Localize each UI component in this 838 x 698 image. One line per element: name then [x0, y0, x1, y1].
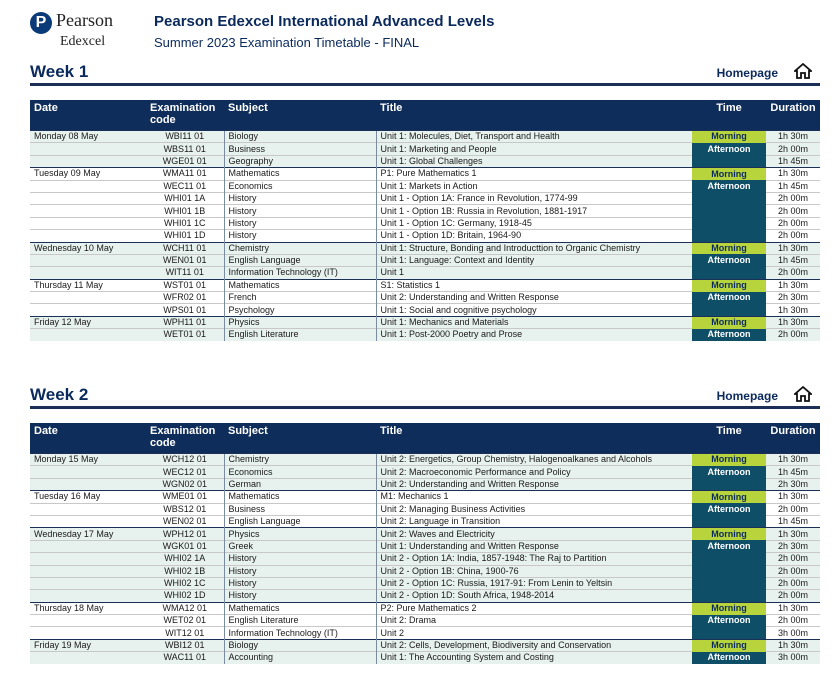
exam-duration: 1h 30m: [766, 454, 820, 466]
exam-date-empty: [30, 503, 146, 515]
table-row: [30, 627, 820, 639]
exam-duration: 2h 00m: [766, 329, 820, 341]
exam-date-empty: [30, 217, 146, 229]
table-row: [30, 491, 820, 503]
exam-duration: 1h 45m: [766, 515, 820, 527]
exam-duration: 1h 30m: [766, 168, 820, 180]
exam-date-empty: [30, 466, 146, 478]
table-row: [30, 454, 820, 466]
exam-subject: Psychology: [224, 304, 376, 316]
exam-date: Wednesday 17 May: [30, 528, 146, 540]
exam-subject: Physics: [224, 316, 376, 328]
timetable: [30, 423, 820, 664]
exam-date-empty: [30, 292, 146, 304]
exam-subject: German: [224, 478, 376, 490]
table-row: [30, 329, 820, 341]
exam-title: Unit 2: Understanding and Written Response: [376, 292, 692, 304]
exam-subject: History: [224, 230, 376, 242]
exam-code: WPS01 01: [146, 304, 224, 316]
week-header-bar: [30, 383, 820, 409]
exam-code: WHI02 1B: [146, 565, 224, 577]
exam-date: Tuesday 09 May: [30, 168, 146, 180]
exam-date-empty: [30, 254, 146, 266]
exam-subject: History: [224, 553, 376, 565]
exam-subject: Information Technology (IT): [224, 267, 376, 279]
exam-date-empty: [30, 230, 146, 242]
exam-code: WHI02 1D: [146, 590, 224, 602]
exam-title: Unit 1 - Option 1A: France in Revolution, 1774-99: [376, 192, 692, 204]
table-row: [30, 652, 820, 664]
pearson-logo: [30, 10, 140, 54]
exam-duration: 1h 30m: [766, 639, 820, 651]
exam-title: Unit 2 - Option 1C: Russia, 1917-91: From Lenin to Yeltsin: [376, 577, 692, 589]
exam-title: Unit 2: Energetics, Group Chemistry, Halogenoalkanes and Alcohols: [376, 454, 692, 466]
exam-subject: English Literature: [224, 615, 376, 627]
exam-date-empty: [30, 615, 146, 627]
exam-duration: 3h 00m: [766, 627, 820, 639]
exam-subject: English Language: [224, 515, 376, 527]
exam-code: WFR02 01: [146, 292, 224, 304]
exam-subject: History: [224, 565, 376, 577]
exam-title: Unit 1: Post-2000 Poetry and Prose: [376, 329, 692, 341]
exam-code: WPH11 01: [146, 316, 224, 328]
col-duration-header: Duration: [766, 100, 820, 131]
col-title-header: Title: [376, 423, 692, 454]
exam-date-empty: [30, 515, 146, 527]
session-time: [692, 515, 766, 527]
exam-duration: 2h 00m: [766, 503, 820, 515]
exam-code: WEC12 01: [146, 466, 224, 478]
exam-code: WBI11 01: [146, 131, 224, 143]
week-1-section: [30, 60, 820, 341]
table-row: [30, 267, 820, 279]
week-2-section: [30, 383, 820, 664]
exam-date: Tuesday 16 May: [30, 491, 146, 503]
session-time: Afternoon: [692, 292, 766, 304]
session-time: [692, 478, 766, 490]
session-time: [692, 304, 766, 316]
pearson-p-icon: P: [30, 12, 52, 34]
exam-subject: Mathematics: [224, 279, 376, 291]
session-time: Morning: [692, 131, 766, 143]
exam-duration: 1h 45m: [766, 466, 820, 478]
table-row: [30, 577, 820, 589]
exam-code: WEC11 01: [146, 180, 224, 192]
exam-subject: Geography: [224, 155, 376, 167]
exam-title: Unit 1: [376, 267, 692, 279]
table-row: [30, 205, 820, 217]
exam-date-empty: [30, 627, 146, 639]
exam-date-empty: [30, 329, 146, 341]
table-row: [30, 602, 820, 614]
home-icon[interactable]: [794, 386, 812, 402]
exam-subject: Business: [224, 143, 376, 155]
exam-duration: 3h 00m: [766, 652, 820, 664]
exam-subject: English Literature: [224, 329, 376, 341]
session-time: Morning: [692, 316, 766, 328]
exam-duration: 1h 30m: [766, 131, 820, 143]
table-row: [30, 254, 820, 266]
session-time: Morning: [692, 491, 766, 503]
exam-date: Friday 12 May: [30, 316, 146, 328]
exam-code: WGN02 01: [146, 478, 224, 490]
col-date-header: Date: [30, 100, 146, 131]
exam-subject: History: [224, 217, 376, 229]
exam-code: WBI12 01: [146, 639, 224, 651]
exam-code: WME01 01: [146, 491, 224, 503]
col-code-header: Examination code: [146, 423, 224, 454]
table-row: [30, 528, 820, 540]
exam-duration: 2h 00m: [766, 577, 820, 589]
exam-code: WHI01 1B: [146, 205, 224, 217]
exam-subject: Chemistry: [224, 242, 376, 254]
exam-date-empty: [30, 652, 146, 664]
col-code-header: Examination code: [146, 100, 224, 131]
header-row: [30, 423, 820, 454]
session-time: [692, 230, 766, 242]
session-time: [692, 155, 766, 167]
exam-date-empty: [30, 304, 146, 316]
exam-title: Unit 1: Marketing and People: [376, 143, 692, 155]
exam-title: Unit 2 - Option 1B: China, 1900-76: [376, 565, 692, 577]
exam-subject: French: [224, 292, 376, 304]
table-row: [30, 292, 820, 304]
exam-date-empty: [30, 180, 146, 192]
exam-code: WPH12 01: [146, 528, 224, 540]
exam-code: WET01 01: [146, 329, 224, 341]
table-row: [30, 192, 820, 204]
exam-date: Thursday 11 May: [30, 279, 146, 291]
exam-duration: 1h 30m: [766, 602, 820, 614]
exam-code: WEN02 01: [146, 515, 224, 527]
exam-title: M1: Mechanics 1: [376, 491, 692, 503]
exam-date: Thursday 18 May: [30, 602, 146, 614]
week-divider: [30, 406, 820, 409]
exam-subject: Mathematics: [224, 602, 376, 614]
table-row: [30, 316, 820, 328]
exam-subject: Business: [224, 503, 376, 515]
col-subject-header: Subject: [224, 423, 376, 454]
table-row: [30, 155, 820, 167]
exam-code: WST01 01: [146, 279, 224, 291]
exam-code: WGK01 01: [146, 540, 224, 552]
exam-subject: History: [224, 205, 376, 217]
col-duration-header: Duration: [766, 423, 820, 454]
exam-duration: 1h 30m: [766, 304, 820, 316]
exam-date: Wednesday 10 May: [30, 242, 146, 254]
session-time: Afternoon: [692, 466, 766, 478]
exam-subject: Mathematics: [224, 168, 376, 180]
exam-duration: 1h 45m: [766, 180, 820, 192]
exam-subject: Chemistry: [224, 454, 376, 466]
exam-date-empty: [30, 590, 146, 602]
exam-title: Unit 2: [376, 627, 692, 639]
session-time: Morning: [692, 454, 766, 466]
exam-code: WHI01 1D: [146, 230, 224, 242]
exam-code: WIT12 01: [146, 627, 224, 639]
exam-subject: Biology: [224, 639, 376, 651]
table-row: [30, 639, 820, 651]
session-time: Afternoon: [692, 540, 766, 552]
table-row: [30, 466, 820, 478]
header-row: [30, 100, 820, 131]
exam-duration: 2h 30m: [766, 292, 820, 304]
exam-duration: 2h 00m: [766, 230, 820, 242]
exam-duration: 2h 00m: [766, 590, 820, 602]
exam-code: WBS11 01: [146, 143, 224, 155]
exam-title: Unit 2: Managing Business Activities: [376, 503, 692, 515]
table-row: [30, 590, 820, 602]
exam-code: WEN01 01: [146, 254, 224, 266]
exam-code: WHI01 1A: [146, 192, 224, 204]
exam-title: Unit 1: The Accounting System and Costing: [376, 652, 692, 664]
session-time: Afternoon: [692, 143, 766, 155]
session-time: Morning: [692, 602, 766, 614]
exam-title: Unit 1: Language: Context and Identity: [376, 254, 692, 266]
exam-date-empty: [30, 192, 146, 204]
exam-date: Monday 15 May: [30, 454, 146, 466]
exam-title: Unit 1 - Option 1C: Germany, 1918-45: [376, 217, 692, 229]
exam-subject: Economics: [224, 180, 376, 192]
exam-subject: Information Technology (IT): [224, 627, 376, 639]
session-time: Afternoon: [692, 254, 766, 266]
col-title-header: Title: [376, 100, 692, 131]
session-time: [692, 627, 766, 639]
exam-code: WHI02 1C: [146, 577, 224, 589]
exam-subject: Mathematics: [224, 491, 376, 503]
session-time: Morning: [692, 242, 766, 254]
exam-duration: 1h 30m: [766, 316, 820, 328]
exam-code: WHI02 1A: [146, 553, 224, 565]
week-title: Week 2: [30, 385, 89, 404]
exam-code: WCH12 01: [146, 454, 224, 466]
session-time: Afternoon: [692, 180, 766, 192]
exam-subject: History: [224, 192, 376, 204]
exam-subject: English Language: [224, 254, 376, 266]
session-time: Afternoon: [692, 652, 766, 664]
exam-date-empty: [30, 267, 146, 279]
exam-code: WHI01 1C: [146, 217, 224, 229]
table-row: [30, 143, 820, 155]
exam-duration: 2h 00m: [766, 615, 820, 627]
homepage-link[interactable]: Homepage: [716, 66, 778, 80]
exam-subject: Biology: [224, 131, 376, 143]
exam-subject: Greek: [224, 540, 376, 552]
table-row: [30, 515, 820, 527]
session-time: [692, 267, 766, 279]
exam-date-empty: [30, 143, 146, 155]
page-header: [30, 10, 820, 54]
exam-subject: Accounting: [224, 652, 376, 664]
session-time: [692, 205, 766, 217]
exam-date: Monday 08 May: [30, 131, 146, 143]
logo-line1: Pearson: [56, 10, 113, 30]
exam-date-empty: [30, 577, 146, 589]
exam-code: WMA11 01: [146, 168, 224, 180]
exam-subject: History: [224, 577, 376, 589]
table-row: [30, 279, 820, 291]
session-time: [692, 553, 766, 565]
col-subject-header: Subject: [224, 100, 376, 131]
week-title: Week 1: [30, 62, 89, 81]
session-time: Morning: [692, 528, 766, 540]
exam-title: Unit 2 - Option 1D: South Africa, 1948-2014: [376, 590, 692, 602]
exam-subject: History: [224, 590, 376, 602]
exam-duration: 2h 00m: [766, 205, 820, 217]
exam-code: WIT11 01: [146, 267, 224, 279]
table-row: [30, 180, 820, 192]
exam-code: WAC11 01: [146, 652, 224, 664]
table-row: [30, 553, 820, 565]
session-time: Morning: [692, 639, 766, 651]
table-row: [30, 242, 820, 254]
exam-date: Friday 19 May: [30, 639, 146, 651]
exam-code: WBS12 01: [146, 503, 224, 515]
session-time: [692, 577, 766, 589]
page-title: Pearson Edexcel International Advanced Levels: [154, 13, 495, 30]
session-time: Morning: [692, 168, 766, 180]
exam-title: Unit 2: Cells, Development, Biodiversity and Conservation: [376, 639, 692, 651]
session-time: [692, 217, 766, 229]
table-row: [30, 503, 820, 515]
exam-code: WMA12 01: [146, 602, 224, 614]
exam-duration: 2h 00m: [766, 553, 820, 565]
session-time: Morning: [692, 279, 766, 291]
exam-duration: 2h 00m: [766, 143, 820, 155]
exam-title: Unit 1: Structure, Bonding and Introducttion to Organic Chemistry: [376, 242, 692, 254]
exam-duration: 1h 45m: [766, 155, 820, 167]
table-row: [30, 540, 820, 552]
exam-title: Unit 1: Understanding and Written Response: [376, 540, 692, 552]
exam-duration: 1h 45m: [766, 254, 820, 266]
exam-title: Unit 1: Mechanics and Materials: [376, 316, 692, 328]
session-time: [692, 192, 766, 204]
exam-duration: 2h 00m: [766, 217, 820, 229]
timetable: [30, 100, 820, 341]
session-time: Afternoon: [692, 615, 766, 627]
exam-title: P2: Pure Mathematics 2: [376, 602, 692, 614]
exam-duration: 2h 00m: [766, 192, 820, 204]
exam-duration: 1h 30m: [766, 491, 820, 503]
exam-title: Unit 2: Understanding and Written Response: [376, 478, 692, 490]
col-date-header: Date: [30, 423, 146, 454]
week-divider: [30, 83, 820, 86]
table-row: [30, 131, 820, 143]
table-row: [30, 565, 820, 577]
exam-title: Unit 1 - Option 1D: Britain, 1964-90: [376, 230, 692, 242]
exam-code: WCH11 01: [146, 242, 224, 254]
table-row: [30, 168, 820, 180]
table-row: [30, 615, 820, 627]
home-icon[interactable]: [794, 63, 812, 79]
exam-title: Unit 2: Drama: [376, 615, 692, 627]
table-row: [30, 217, 820, 229]
exam-code: WET02 01: [146, 615, 224, 627]
table-row: [30, 478, 820, 490]
exam-title: P1: Pure Mathematics 1: [376, 168, 692, 180]
exam-title: Unit 1: Molecules, Diet, Transport and Health: [376, 131, 692, 143]
table-row: [30, 304, 820, 316]
session-time: [692, 590, 766, 602]
session-time: Afternoon: [692, 503, 766, 515]
exam-date-empty: [30, 540, 146, 552]
exam-duration: 1h 30m: [766, 242, 820, 254]
exam-date-empty: [30, 553, 146, 565]
exam-title: Unit 2: Language in Transition: [376, 515, 692, 527]
col-time-header: Time: [692, 423, 766, 454]
week-header-bar: [30, 60, 820, 86]
exam-duration: 2h 00m: [766, 565, 820, 577]
session-time: [692, 565, 766, 577]
exam-title: Unit 1: Markets in Action: [376, 180, 692, 192]
page-subtitle: Summer 2023 Examination Timetable - FINAL: [154, 35, 420, 50]
exam-title: Unit 1: Global Challenges: [376, 155, 692, 167]
exam-date-empty: [30, 478, 146, 490]
exam-title: Unit 1 - Option 1B: Russia in Revolution, 1881-1917: [376, 205, 692, 217]
exam-duration: 2h 00m: [766, 267, 820, 279]
exam-code: WGE01 01: [146, 155, 224, 167]
session-time: Afternoon: [692, 329, 766, 341]
exam-subject: Economics: [224, 466, 376, 478]
table-row: [30, 230, 820, 242]
logo-line2: Edexcel: [60, 34, 106, 49]
exam-title: Unit 2 - Option 1A: India, 1857-1948: The Raj to Partition: [376, 553, 692, 565]
exam-subject: Physics: [224, 528, 376, 540]
exam-date-empty: [30, 565, 146, 577]
exam-duration: 1h 30m: [766, 528, 820, 540]
exam-duration: 2h 30m: [766, 540, 820, 552]
exam-date-empty: [30, 155, 146, 167]
exam-title: Unit 2: Waves and Electricity: [376, 528, 692, 540]
exam-title: Unit 2: Macroeconomic Performance and Policy: [376, 466, 692, 478]
exam-title: S1: Statistics 1: [376, 279, 692, 291]
exam-duration: 1h 30m: [766, 279, 820, 291]
exam-date-empty: [30, 205, 146, 217]
exam-title: Unit 1: Social and cognitive psychology: [376, 304, 692, 316]
exam-duration: 2h 30m: [766, 478, 820, 490]
col-time-header: Time: [692, 100, 766, 131]
homepage-link[interactable]: Homepage: [716, 389, 778, 403]
